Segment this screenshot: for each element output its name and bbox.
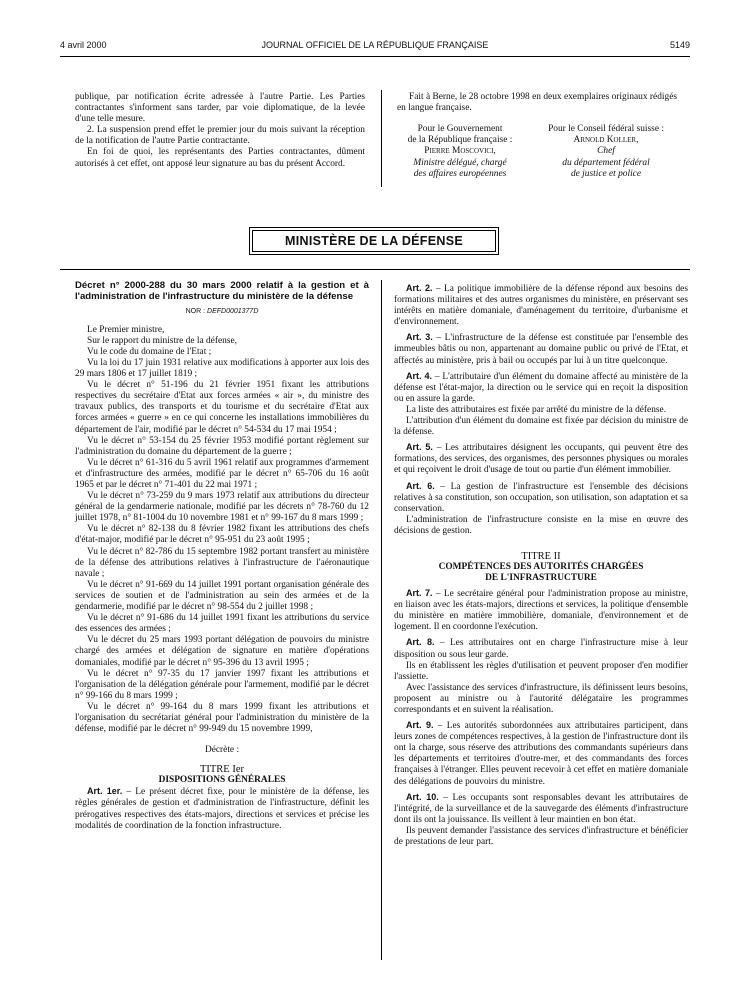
article-text: – La politique immobilière de la défense répond aux besoins des formations militaires et des autres organismes du ministère, en préservant ses intérêts en matière domaniale, d'aménagement du territoire, d'urbanisme et d'environnement. (394, 284, 688, 328)
article-label: Art. 10. (406, 791, 439, 802)
signature-switzerland (526, 124, 686, 180)
article-7 (394, 588, 688, 633)
sig-role: du département fédéral (562, 157, 650, 168)
done-at-text: Fait à Berne, le 28 octobre 1998 en deux exemplaires originaux rédigés en langue française. (397, 92, 677, 114)
article-2 (394, 283, 688, 328)
article-label: Art. 3. (406, 332, 433, 343)
paragraph: Vu le décret n° 82-138 du 8 février 1982 fixant les attributions des chefs d'état-major, modifié par le décret n° 95-951 du 23 août 1995 ; (75, 524, 369, 546)
ministry-heading-box (249, 227, 499, 255)
header-rule (60, 56, 690, 57)
nor-code: DEFD0001377D (207, 307, 259, 315)
article-label: Art. 6. (406, 480, 435, 491)
sig-name: Arnold Koller, (573, 135, 639, 146)
header-journal-title: JOURNAL OFFICIEL DE LA RÉPUBLIQUE FRANÇAISE (261, 40, 489, 50)
sig-role: de justice et police (570, 168, 642, 179)
column-divider (381, 280, 382, 960)
article-label: Art. 7. (406, 588, 433, 599)
top-right-text (397, 92, 677, 114)
article-label: Art. 5. (406, 442, 433, 453)
article-label: Art. 2. (406, 283, 433, 293)
paragraph: Vu le décret n° 61-316 du 5 avril 1961 relatif aux programmes d'armement et d'infrastructure des armées, modifié par le décret n° 65-706 du 16 août 1965 et par le décret n° 71-401 du 22 mai 1971 ; (75, 457, 369, 490)
sig-name: Pierre Moscovici, (424, 146, 496, 157)
right-column (394, 283, 688, 848)
sig-line: Pour le Conseil fédéral suisse : (548, 124, 664, 134)
paragraph: Ils peuvent demander l'assistance des services d'infrastructure et bénéficier de prestations de leur part. (394, 825, 688, 848)
sig-role: Ministre délégué, chargé (413, 157, 507, 168)
header-page-number: 5149 (669, 40, 690, 50)
paragraph: Avec l'assistance des services d'infrastructure, ils définissent leurs besoins, proposent au ministre ou à l'autorité délégataire les programmes correspondants et en suivent la réalisation. (394, 682, 688, 715)
article-text: – Les attributaires désignent les occupants, qui peuvent être des formations, des services, des organismes, des personnes physiques ou morales et qui reçoivent le droit d'usage de tout ou partie d'un élément immobilier. (394, 443, 688, 476)
titre-1: TITRE Ier (199, 764, 245, 776)
signature-france (394, 124, 526, 180)
ministry-heading: MINISTÈRE DE LA DÉFENSE (252, 230, 496, 252)
article-text: – Les occupants sont responsables devant les attributaires de l'intégrité, de la surveillance et de la sauvegarde des éléments d'infrastructure dont ils ont la jouissance. Ils veillent à leur maintien en bon état. (394, 792, 688, 825)
paragraph: Ils en établissent les règles d'utilisation et peuvent proposer d'en modifier l'assiette. (394, 660, 688, 682)
titre-2-subtitle: DE L'INFRASTRUCTURE (485, 573, 597, 584)
left-column (75, 281, 369, 832)
paragraph: Vu le décret n° 99-164 du 8 mars 1999 fixant les attributions et l'organisation du secrétariat général pour l'administration du ministère de la défense, modifié par le décret n° 99-949 du 15 novembre 1999, (75, 701, 369, 735)
article-label: Art. 9. (406, 720, 434, 731)
paragraph: La liste des attributaires est fixée par arrêté du ministre de la défense. (406, 404, 667, 415)
article-8 (394, 637, 688, 660)
nor-reference (75, 306, 369, 317)
section-rule (60, 269, 690, 270)
paragraph: L'administration de l'infrastructure consiste en la mise en œuvre des décisions de gestion. (394, 514, 688, 536)
decrete-label: Décrète : (204, 745, 240, 756)
paragraph: Vu le décret n° 73-259 du 9 mars 1973 relatif aux attributions du directeur général de la gendarmerie nationale, modifié par les décrets n° 78-760 du 12 juillet 1978, n° 81-1004 du 10 novembre 1981 et n° 99-167 du 8 mars 1999 ; (75, 491, 369, 524)
article-text: – L'infrastructure de la défense est constituée par l'ensemble des immeubles bâtis ou non, appartenant au domaine public ou privé de l'Etat, et affectés au ministère, pris à bail ou occupés par lui à un titre quelconque. (394, 333, 688, 366)
article-text: – Les attributaires ont en charge l'infrastructure mise à leur disposition ou sous leur garde. (394, 638, 688, 660)
column-divider (381, 90, 382, 187)
header-date: 4 avril 2000 (60, 40, 107, 50)
paragraph: L'attribution d'un élément du domaine est fixée par décision du ministre de la défense. (394, 416, 688, 438)
paragraph: Vu le décret n° 91-669 du 14 juillet 1991 portant organisation générale des services de soutien et de l'administration au sein des armées et de la gendarmerie, modifié par le décret n° 98-554 du 2 juillet 1998 ; (75, 579, 369, 613)
sig-line: de la République française : (407, 135, 513, 146)
article-9 (394, 720, 688, 788)
article-text: – La gestion de l'infrastructure est l'ensemble des décisions relatives à sa constitution, son occupation, son utilisation, son adaptation et sa conservation. (394, 481, 688, 514)
paragraph: publique, par notification écrite adressée à l'autre Partie. Les Parties contractantes s'informent sans tarder, par voie diplomatique, de la levée d'une telle mesure. (75, 92, 365, 125)
paragraph: En foi de quoi, les représentants des Parties contractantes, dûment autorisés à cet effet, ont apposé leur signature au bas du présent Accord. (75, 147, 365, 169)
paragraph: Vu le décret n° 82-786 du 15 septembre 1982 portant transfert au ministère de la défense des attributions relatives à l'infrastructure de l'aéronautique navale ; (75, 546, 369, 579)
paragraph: Vu le décret n° 97-35 du 17 janvier 1997 fixant les attributions et l'organisation de la délégation générale pour l'armement, modifié par le décret n° 99-166 du 8 mars 1999 ; (75, 668, 369, 701)
paragraph: Sur le rapport du ministre de la défense, (87, 335, 237, 346)
paragraph: Vu le décret du 25 mars 1993 portant délégation de pouvoirs du ministre chargé des armées et délégation de signature en matière d'opérations domaniales, modifié par le décret n° 95-396 du 13 avril 1995 ; (75, 635, 369, 668)
page-header (60, 40, 690, 56)
paragraph: Vu le décret n° 91-686 du 14 juillet 1991 fixant les attributions du service des essences des armées ; (75, 613, 369, 635)
article-text: – L'attributaire d'un élément du domaine affecté au ministère de la défense est l'état-major, la direction ou le service qui en reçoit la disposition ou en assure la garde. (394, 371, 688, 404)
sig-role: Chef (597, 146, 615, 157)
paragraph: Vu le décret n° 51-196 du 21 février 1951 fixant les attributions respectives du secrétaire d'Etat aux forces armées « air », du ministre des travaux publics, des transports et du tourisme et du secrétaire d'Etat aux forces armées « guerre » en ce qui concerne les installations immobilières du département de l'air, modifié par le décret n° 54-534 du 17 mai 1954 ; (75, 380, 369, 435)
top-left-text (75, 92, 365, 170)
article-3 (394, 332, 688, 366)
titre-1-subtitle: DISPOSITIONS GÉNÉRALES (158, 775, 286, 786)
article-label: Art. 8. (406, 637, 435, 648)
sig-line: Pour le Gouvernement (417, 124, 503, 134)
article-4 (394, 371, 688, 405)
decree-title: Décret n° 2000-288 du 30 mars 2000 relatif à la gestion et à l'administration de l'infrastructure du ministère de la défense (75, 280, 369, 302)
article-label: Art. 1er. (87, 786, 123, 797)
article-label: Art. 4. (406, 370, 432, 381)
sig-role: des affaires européennes (413, 168, 507, 179)
titre-2: TITRE II (521, 550, 561, 562)
paragraph: Vu la loi du 17 juin 1931 relative aux modifications à apporter aux lois des 29 mars 1806 et 17 juillet 1819 ; (75, 357, 369, 380)
article-text: – Le secrétaire général pour l'administration propose au ministre, en liaison avec les états-majors, directions et services, la politique d'ensemble du ministère en matière immobilière, domaniale, d'environnement et de logement. Il en coordonne l'exécution. (394, 589, 688, 633)
nor-label: NOR : (185, 307, 206, 315)
article-5 (394, 442, 688, 476)
paragraph: Le Premier ministre, (87, 324, 165, 335)
article-6 (394, 481, 688, 515)
paragraph: Vu le décret n° 53-154 du 25 février 1953 modifié portant règlement sur l'administration du domaine du département de la guerre ; (75, 435, 369, 457)
article-10 (394, 792, 688, 826)
article-1 (75, 786, 369, 831)
paragraph: Vu le code du domaine de l'Etat ; (87, 346, 212, 357)
titre-2-subtitle: COMPÉTENCES DES AUTORITÉS CHARGÉES (438, 562, 644, 573)
article-text: – Le présent décret fixe, pour le ministère de la défense, les règles générales de gestion et d'administration de l'infrastructure, définit les prérogatives respectives des états-majors, directions et services et précise les modalités de coordination de la fonction infrastructure. (75, 787, 369, 831)
paragraph: 2. La suspension prend effet le premier jour du mois suivant la réception de la notification de l'autre Partie contractante. (75, 125, 365, 147)
article-text: – Les autorités subordonnées aux attributaires participent, dans leurs zones de compétences respectives, à la gestion de l'infrastructure dont ils ont la charge, sous réserve des attributions des commandants supérieurs dans les départements et territoires d'outre-mer, et des commandants des forces françaises à l'étranger. Elles peuvent recevoir à cet effet en matière domaniale des délégations de pouvoirs du ministre. (394, 721, 688, 787)
